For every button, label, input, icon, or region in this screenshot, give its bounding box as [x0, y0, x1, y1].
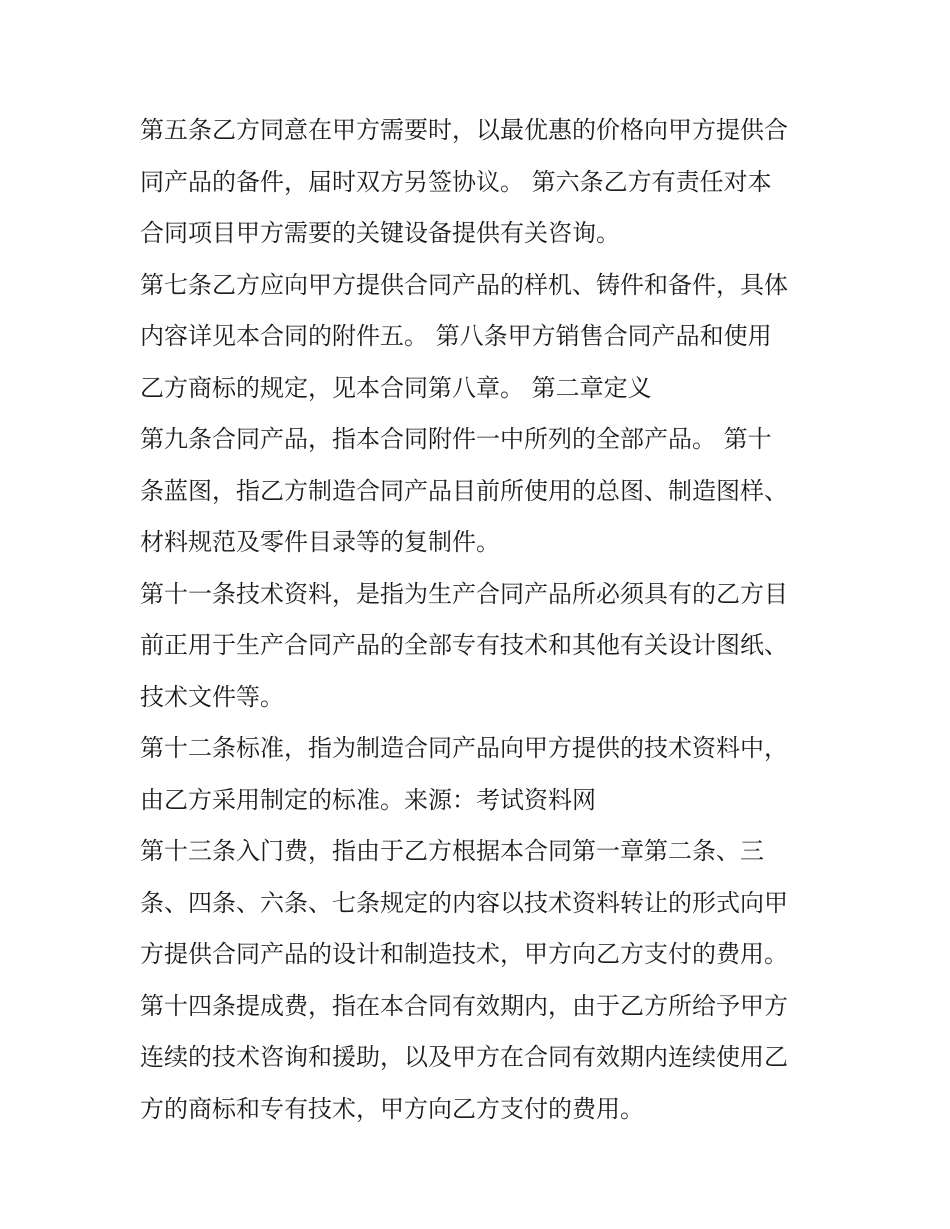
text-line: 条蓝图，指乙方制造合同产品目前所使用的总图、制造图样、	[140, 476, 788, 505]
text-line: 方的商标和专有技术，甲方向乙方支付的费用。	[140, 1094, 644, 1123]
text-line: 第十三条入门费，指由于乙方根据本合同第一章第二条、三	[140, 837, 764, 865]
text-line: 乙方商标的规定，见本合同第八章。 第二章定义	[140, 373, 652, 402]
text-line: 内容详见本合同的附件五。 第八条甲方销售合同产品和使用	[140, 322, 772, 350]
text-line: 第七条乙方应向甲方提供合同产品的样机、铸件和备件，具体	[140, 270, 788, 299]
text-line: 第九条合同产品，指本合同附件一中所列的全部产品。 第十	[140, 425, 772, 453]
text-line: 方提供合同产品的设计和制造技术，甲方向乙方支付的费用。	[140, 940, 788, 968]
text-line: 前正用于生产合同产品的全部专有技术和其他有关设计图纸、	[140, 631, 788, 659]
text-line: 第十一条技术资料，是指为生产合同产品所必须具有的乙方目	[140, 579, 788, 608]
text-line: 条、四条、六条、七条规定的内容以技术资料转让的形式向甲	[140, 888, 788, 917]
text-line: 第五条乙方同意在甲方需要时，以最优惠的价格向甲方提供合	[140, 116, 788, 144]
paragraph-article-7-8	[140, 260, 820, 415]
paragraph-article-5-6	[140, 105, 820, 260]
text-line: 合同项目甲方需要的关键设备提供有关咨询。	[140, 219, 620, 247]
paragraph-article-12	[140, 723, 820, 826]
text-line: 材料规范及零件目录等的复制件。	[140, 528, 500, 556]
text-line: 由乙方采用制定的标准。来源：考试资料网	[140, 785, 596, 814]
text-line: 同产品的备件，届时双方另签协议。 第六条乙方有责任对本	[140, 167, 772, 196]
paragraph-article-9-10	[140, 414, 820, 569]
text-line: 第十二条标准，指为制造合同产品向甲方提供的技术资料中，	[140, 734, 788, 762]
paragraph-article-13	[140, 826, 820, 981]
text-line: 第十四条提成费，指在本合同有效期内，由于乙方所给予甲方	[140, 991, 788, 1020]
paragraph-article-14	[140, 981, 820, 1136]
document-body	[140, 105, 820, 1135]
text-line: 技术文件等。	[140, 682, 284, 711]
paragraph-article-11	[140, 569, 820, 724]
text-line: 连续的技术咨询和援助，以及甲方在合同有效期内连续使用乙	[140, 1043, 788, 1071]
